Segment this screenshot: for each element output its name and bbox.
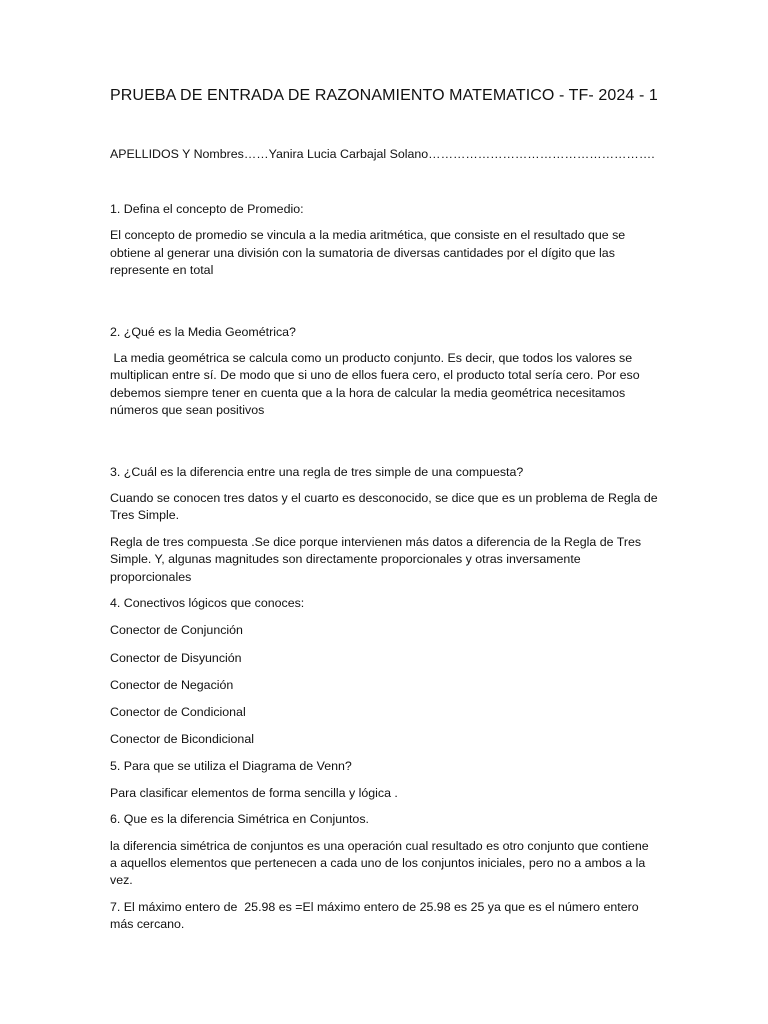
question-2: 2. ¿Qué es la Media Geométrica? <box>110 324 296 339</box>
answer-2: La media geométrica se calcula como un producto conjunto. Es decir, que todos los valores se multiplican entre sí. De modo que si uno de ellos fuera cero, el producto total sería cero. Por eso debemos siempre tener en cuenta que a la hora de calcular la media geométrica necesitamos números que sean positivos <box>110 351 644 418</box>
question-5: 5. Para que se utiliza el Diagrama de Venn? <box>110 759 352 774</box>
answer-3-compound: Regla de tres compuesta .Se dice porque intervienen más datos a diferencia de la Regla de Tres Simple. Y, algunas magnitudes son directamente proporcionales y otras inversamente proporcionales <box>110 534 642 584</box>
question-3: 3. ¿Cuál es la diferencia entre una regla de tres simple de una compuesta? <box>110 464 524 479</box>
connector-item: Conector de Conjunción <box>110 623 243 638</box>
question-7: 7. El máximo entero de 25.98 es =El máximo entero de 25.98 es 25 ya que es el número entero más cercano. <box>110 899 643 932</box>
answer-6: la diferencia simétrica de conjuntos es una operación cual resultado es otro conjunto que contiene a aquellos elementos que pertenecen a cada uno de los conjuntos iniciales, pero no a ambos a la vez. <box>110 838 649 888</box>
answer-3-simple: Cuando se conocen tres datos y el cuarto es desconocido, se dice que es un problema de Regla de Tres Simple. <box>110 491 658 523</box>
document-title: PRUEBA DE ENTRADA DE RAZONAMIENTO MATEMATICO - TF- 2024 - 1 <box>110 87 658 104</box>
connector-item: Conector de Condicional <box>110 704 246 719</box>
connector-item: Conector de Bicondicional <box>110 732 254 747</box>
student-name-line: APELLIDOS Y Nombres……Yanira Lucia Carbajal Solano………………………………………………. <box>110 147 655 161</box>
connector-item: Conector de Negación <box>110 677 234 692</box>
question-6: 6. Que es la diferencia Simétrica en Conjuntos. <box>110 812 369 827</box>
answer-1: El concepto de promedio se vincula a la media aritmética, que consiste en el resultado que se obtiene al generar una división con la sumatoria de diversas cantidades por el dígito que las represente en total <box>110 228 626 278</box>
question-4: 4. Conectivos lógicos que conoces: <box>110 596 305 611</box>
question-1: 1. Defina el concepto de Promedio: <box>110 202 304 216</box>
document-body <box>110 201 658 943</box>
connector-item: Conector de Disyunción <box>110 650 242 665</box>
answer-5: Para clasificar elementos de forma sencilla y lógica . <box>110 785 398 800</box>
